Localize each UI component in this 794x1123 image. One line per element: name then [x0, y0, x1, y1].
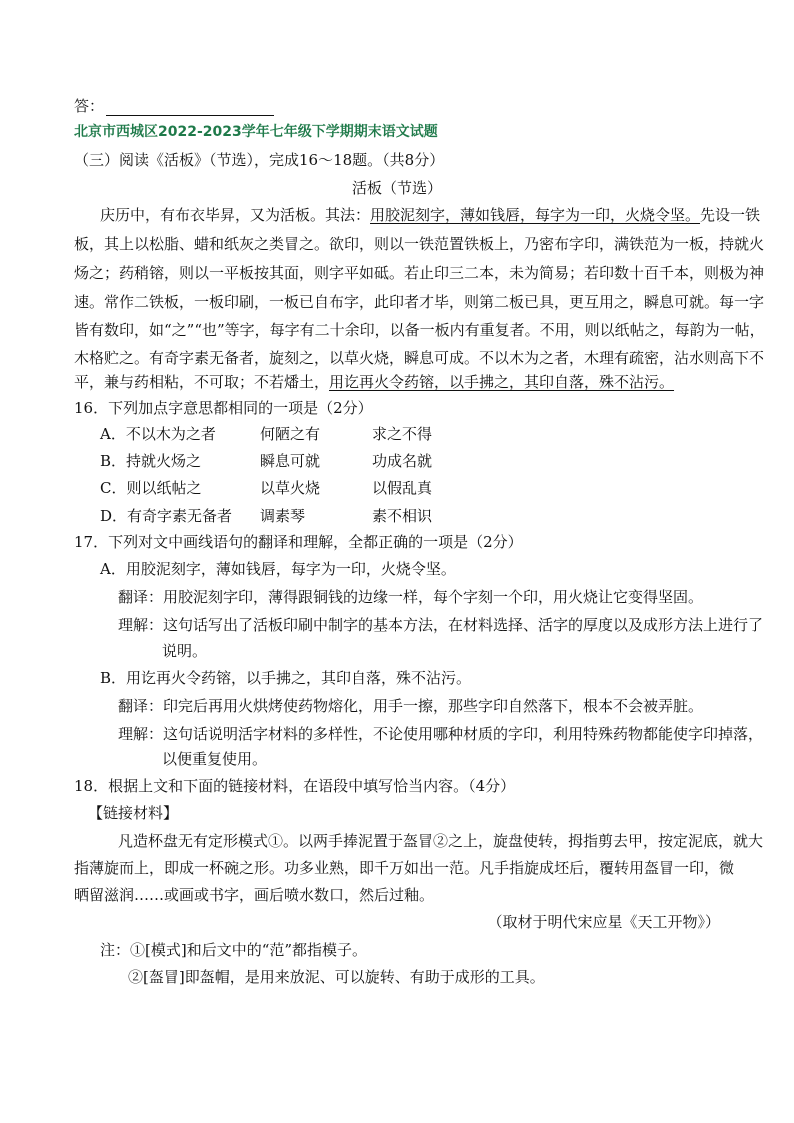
question-16-stem: 16．下列加点字意思都相同的一项是（2分）	[74, 399, 373, 417]
question-18-stem: 18．根据上文和下面的链接材料，在语段中填写恰当内容。（4分）	[74, 777, 516, 795]
note-1: 注：①[模式]和后文中的“范”都指模子。	[100, 941, 368, 959]
passage-line: 皆有数印，如“之”“也”等字，每字有二十余印，以备一板内有重复者。不用，则以纸帖之，每韵为一帖，	[74, 321, 765, 339]
exam-page: 答： 北京市西城区2022-2023学年七年级下学期期末语文试题 （三）阅读《活板》（节选），完成16～18题。（共8分） 活板（节选） 庆历中，有布衣毕昇，又为活板。其法：用胶泥刻字，薄如钱唇，每字为一印，火烧令坚。先设一铁 板，其上以松脂、蜡和纸灰之类冒之。欲印，则以一铁范置铁板上，乃密布字印，满铁范为一板，持就火 炀之；药稍镕，则以一平板按其面，则字平如砥。若止印三二本，未为简易；若印数十百千本，则极为神 速。常作二铁板，一板印刷，一板已自布字，此印者才毕，则第二板已具，更互用之，瞬息可就。每一字 皆有数印，如“之”“也”等字，每字有二十余印，以备一板内有重复者。不用，则以纸帖之，每韵为一帖， 木格贮之。有奇字素无备者，旋刻之，以草火烧，瞬息可成。不以木为之者，木理有疏密，沾水则高下不 平，兼与药相粘，不可取；不若燔土，用讫再火令药镕，以手拂之，其印自落，殊不沾污。 16．下列加点字意思都相同的一项是（2分） A．不以木为之者 何陋之有 求之不得 B．持就火炀之 瞬息可就 功成名就 C．则以纸帖之 以草火烧 以假乱真 D．有奇字素无备者 调素琴 素不相识 17．下列对文中画线语句的翻译和理解，全都正确的一项是（2分） A．用胶泥刻字，薄如钱唇，每字为一印，火烧令坚。 翻译：用胶泥刻字印，薄得跟铜钱的边缘一样，每个字刻一个印，用火烧让它变得坚固。 理解：这句话写出了活板印刷中制字的基本方法，在材料选择、活字的厚度以及成形方法上进行了 说明。 B．用讫再火令药镕，以手拂之，其印自落，殊不沾污。 翻译：印完后再用火烘烤使药物熔化，用手一擦，那些字印自然落下，根本不会被弄脏。 理解：这句话说明活字材料的多样性，不论使用哪种材质的字印，利用特殊药物都能使字印掉落， 以便重复使用。 18．根据上文和下面的链接材料，在语段中填写恰当内容。（4分） 【链接材料】 凡造杯盘无有定形模式①。以两手捧泥置于盔冒②之上，旋盘使转，拇指剪去甲，按定泥底，就大 指薄旋而上，即成一杯碗之形。功多业熟，即千万如出一范。凡手指旋成坯后，覆转用盔冒一印，微 晒留滋润……或画或书字，画后喷水数口，然后过釉。 （取材于明代宋应星《天工开物》） 注：①[模式]和后文中的“范”都指模子。 ②[盔冒]即盔帽，是用来放泥、可以旋转、有助于成形的工具。	[0, 0, 794, 1123]
page-title: 北京市西城区2022-2023学年七年级下学期期末语文试题	[74, 124, 438, 140]
underlined-sentence-a: 用胶泥刻字，薄如钱唇，每字为一印，火烧令坚。	[370, 206, 701, 224]
material-line: 指薄旋而上，即成一杯碗之形。功多业熟，即千万如出一范。凡手指旋成坯后，覆转用盔冒一印，微	[74, 859, 735, 877]
passage-line: 速。常作二铁板，一板印刷，一板已自布字，此印者才毕，则第二板已具，更互用之，瞬息可就。每一字	[74, 293, 765, 311]
section-intro: （三）阅读《活板》（节选），完成16～18题。（共8分）	[74, 151, 445, 169]
passage-line: 木格贮之。有奇字素无备者，旋刻之，以草火烧，瞬息可成。不以木为之者，木理有疏密，沾水则高下不	[74, 349, 765, 367]
material-source: （取材于明代宋应星《天工开物》）	[487, 913, 720, 931]
passage-line: 板，其上以松脂、蜡和纸灰之类冒之。欲印，则以一铁范置铁板上，乃密布字印，满铁范为一板，持就火	[74, 235, 765, 253]
passage-line: 庆历中，有布衣毕昇，又为活板。其法：用胶泥刻字，薄如钱唇，每字为一印，火烧令坚。先设一铁	[100, 206, 761, 224]
material-line: 凡造杯盘无有定形模式①。以两手捧泥置于盔冒②之上，旋盘使转，拇指剪去甲，按定泥底，就大	[118, 832, 764, 850]
answer-row	[74, 96, 274, 116]
link-material-heading: 【链接材料】	[88, 804, 179, 822]
passage-line: 炀之；药稍镕，则以一平板按其面，则字平如砥。若止印三二本，未为简易；若印数十百千本，则极为神	[74, 264, 765, 282]
question-17-stem: 17．下列对文中画线语句的翻译和理解，全都正确的一项是（2分）	[74, 533, 523, 551]
passage-line: 平，兼与药相粘，不可取；不若燔土，用讫再火令药镕，以手拂之，其印自落，殊不沾污。	[74, 373, 675, 391]
passage-heading: 活板（节选）	[351, 179, 442, 197]
answer-label: 答：	[74, 97, 105, 115]
underlined-sentence-b: 用讫再火令药镕，以手拂之，其印自落，殊不沾污。	[329, 373, 675, 391]
answer-blank[interactable]	[106, 100, 274, 116]
note-2: ②[盔冒]即盔帽，是用来放泥、可以旋转、有助于成形的工具。	[128, 968, 545, 986]
material-line: 晒留滋润……或画或书字，画后喷水数口，然后过釉。	[74, 886, 435, 904]
